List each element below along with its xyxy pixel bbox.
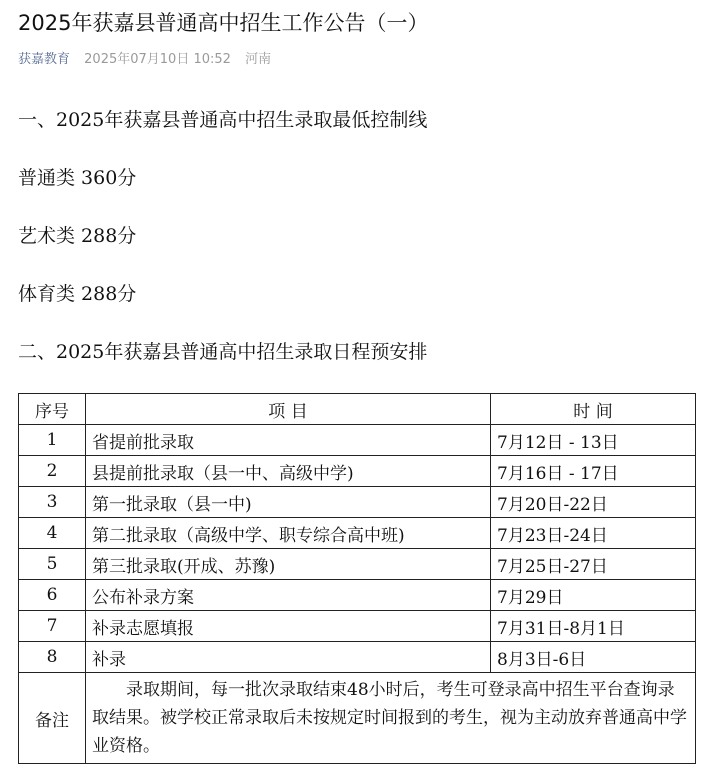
score-line-art: 艺术类 288分 [18,225,137,247]
row-item: 补录志愿填报 [86,611,491,642]
header-time: 时 间 [491,394,696,425]
account-name-link[interactable]: 获嘉教育 [18,52,71,67]
row-number: 2 [19,456,86,487]
row-date: 7月29日 [491,580,696,611]
table-row [19,518,696,549]
row-item: 县提前批录取（县一中、高级中学) [86,456,491,487]
table-header-row [19,394,696,425]
note-label: 备注 [19,673,86,764]
schedule-table [18,393,696,764]
header-number: 序号 [19,394,86,425]
row-item: 第一批录取（县一中) [86,487,491,518]
row-number: 4 [19,518,86,549]
row-date: 7月25日-27日 [491,549,696,580]
row-item: 补录 [86,642,491,673]
row-date: 7月31日-8月1日 [491,611,696,642]
section2-heading: 二、2025年获嘉县普通高中招生录取日程预安排 [18,341,428,363]
row-date: 7月16日 - 17日 [491,456,696,487]
note-text: 录取期间，每一批次录取结束48小时后，考生可登录高中招生平台查询录取结果。被学校正常录取后未按规定时间报到的考生，视为主动放弃普通高中学业资格。 [92,680,687,756]
row-number: 1 [19,425,86,456]
row-number: 6 [19,580,86,611]
table-row [19,487,696,518]
row-date: 8月3日-6日 [491,642,696,673]
row-number: 5 [19,549,86,580]
row-item: 省提前批录取 [86,425,491,456]
row-item: 公布补录方案 [86,580,491,611]
row-number: 3 [19,487,86,518]
score-line-general: 普通类 360分 [18,167,137,189]
table-row [19,580,696,611]
table-note-row [19,673,696,764]
row-number: 7 [19,611,86,642]
header-item: 项 目 [86,394,491,425]
publish-location: 河南 [245,52,272,67]
table-row [19,456,696,487]
article-title: 2025年获嘉县普通高中招生工作公告（一） [18,11,429,35]
row-item: 第二批录取（高级中学、职专综合高中班) [86,518,491,549]
table-row [19,425,696,456]
section1-heading: 一、2025年获嘉县普通高中招生录取最低控制线 [18,109,428,131]
note-cell [86,673,696,764]
row-date: 7月23日-24日 [491,518,696,549]
row-date: 7月12日 - 13日 [491,425,696,456]
row-date: 7月20日-22日 [491,487,696,518]
row-number: 8 [19,642,86,673]
table-row [19,611,696,642]
table-row [19,642,696,673]
row-item: 第三批录取(开成、苏豫) [86,549,491,580]
score-line-sports: 体育类 288分 [18,283,137,305]
publish-datetime: 2025年07月10日 10:52 [84,52,231,67]
article-meta [18,50,271,70]
table-row [19,549,696,580]
